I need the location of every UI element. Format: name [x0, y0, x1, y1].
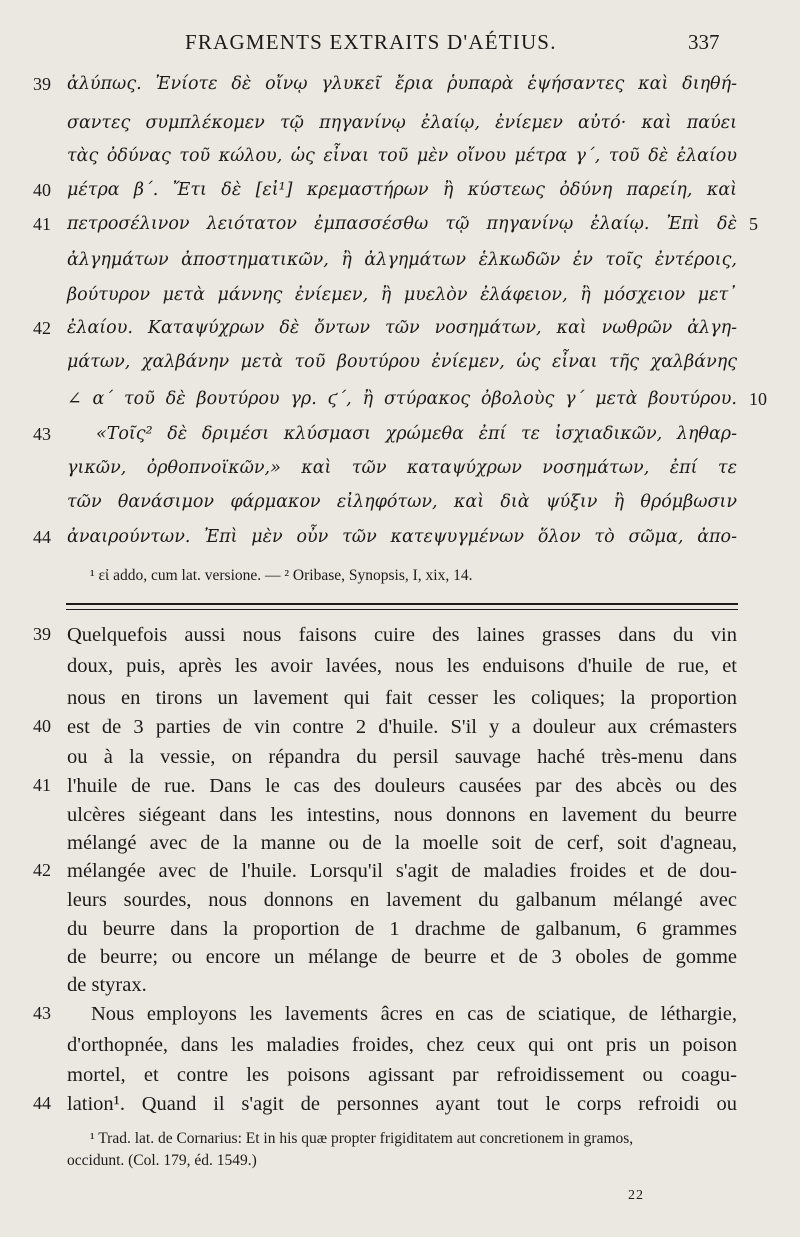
- greek-line: [0, 250, 800, 280]
- greek-line: [0, 285, 800, 315]
- french-line: [0, 687, 800, 717]
- greek-line-text: τὰς ὀδύνας τοῦ κώλου, ὡς εἶναι τοῦ μὲν οἴνου μέτρα γ΄, τοῦ δὲ ἐλαίου: [67, 146, 737, 166]
- french-line: [0, 775, 800, 805]
- french-line-text: ulcères siégeant dans les intestins, nous donnons en lavement du beurre: [67, 804, 737, 826]
- french-line-text: doux, puis, après les avoir lavées, nous les enduisons d'huile de rue, et: [67, 655, 737, 677]
- french-line: [0, 832, 800, 862]
- greek-line-text: τῶν θανάσιμον φάρμακον εἰληφότων, καὶ διὰ ψύξιν ἢ θρόμβωσιν: [67, 492, 737, 512]
- french-line: [0, 655, 800, 685]
- french-line: [0, 716, 800, 746]
- french-line-text: nous en tirons un lavement qui fait cesser les coliques; la proportion: [67, 687, 737, 709]
- greek-line-text: γικῶν, ὀρθοπνοϊκῶν,» καὶ τῶν καταψύχρων νοσημάτων, ἐπί τε: [67, 458, 737, 478]
- separator-rule: [66, 603, 738, 605]
- margin-line-number: 5: [749, 214, 758, 234]
- greek-line: [0, 352, 800, 382]
- greek-line-text: σαντες συμπλέκομεν τῷ πηγανίνῳ ἐλαίῳ, ἐνίεμεν αὐτό· καὶ παύει: [67, 113, 737, 133]
- running-title: FRAGMENTS EXTRAITS D'AÉTIUS.: [185, 30, 557, 54]
- french-line-text: mélangée avec de l'huile. Lorsqu'il s'agit de maladies froides et de dou-: [67, 860, 737, 882]
- separator-rule: [66, 609, 738, 610]
- greek-line: [0, 180, 800, 210]
- french-line: [0, 624, 800, 654]
- section-number: 43: [33, 424, 51, 444]
- french-line: [0, 974, 800, 1004]
- section-number: 41: [33, 775, 51, 795]
- french-line: [0, 946, 800, 976]
- french-line: [0, 860, 800, 890]
- greek-line-text: βούτυρον μετὰ μάννης ἐνίεμεν, ἢ μυελὸν ἐλάφειον, ἢ μόσχειον μετ᾽: [67, 285, 737, 305]
- signature-mark: 22: [628, 1188, 644, 1203]
- margin-line-number: 10: [749, 389, 767, 409]
- greek-line-text: «Τοῖς² δὲ δριμέσι κλύσμασι χρώμεθα ἐπί τε ἰσχιαδικῶν, ληθαρ-: [96, 424, 737, 444]
- section-number: 39: [33, 624, 51, 644]
- french-line-text: est de 3 parties de vin contre 2 d'huile. S'il y a douleur aux crémasters: [67, 716, 737, 738]
- greek-line-text: μάτων, χαλβάνην μετὰ τοῦ βουτύρου ἐνίεμεν, ὡς εἶναι τῆς χαλβάνης: [67, 352, 737, 372]
- greek-line: [0, 527, 800, 557]
- greek-line: [0, 389, 800, 419]
- french-line: [0, 1064, 800, 1094]
- page-number: 337: [688, 30, 720, 54]
- french-line-text: l'huile de rue. Dans le cas des douleurs causées par des abcès ou des: [67, 775, 737, 797]
- section-number: 44: [33, 527, 51, 547]
- greek-line: [0, 318, 800, 348]
- greek-line: [0, 424, 800, 454]
- french-footnote-continued: occidunt. (Col. 179, éd. 1549.): [67, 1152, 257, 1169]
- section-number: 43: [33, 1003, 51, 1023]
- section-number: 40: [33, 716, 51, 736]
- section-number: 42: [33, 318, 51, 338]
- french-line: [0, 1003, 800, 1033]
- greek-line: [0, 74, 800, 104]
- greek-line: [0, 146, 800, 176]
- greek-line: [0, 458, 800, 488]
- french-line-text: mélangé avec de la manne ou de la moelle soit de cerf, soit d'agneau,: [67, 832, 737, 854]
- french-line-text: ou à la vessie, on répandra du persil sauvage haché très-menu dans: [67, 746, 737, 768]
- french-line-text: lation¹. Quand il s'agit de personnes ayant tout le corps refroidi ou: [67, 1093, 737, 1115]
- greek-line-text: ἀλγημάτων ἀποστηματικῶν, ἢ ἀλγημάτων ἑλκωδῶν ἐν τοῖς ἐντέροις,: [67, 250, 737, 270]
- french-footnote: ¹ Trad. lat. de Cornarius: Et in his quæ propter frigiditatem aut concretionem in gramos,: [90, 1130, 634, 1147]
- greek-footnote: ¹ εἰ addo, cum lat. versione. — ² Oribase, Synopsis, I, xix, 14.: [90, 567, 473, 584]
- greek-line-text: ἐλαίου. Καταψύχρων δὲ ὄντων τῶν νοσημάτων, καὶ νωθρῶν ἀλγη-: [67, 318, 737, 338]
- french-line-text: de beurre; ou encore un mélange de beurre et de 3 oboles de gomme: [67, 946, 737, 968]
- french-line: [0, 1034, 800, 1064]
- section-number: 42: [33, 860, 51, 880]
- french-line-text: leurs sourdes, nous donnons en lavement du galbanum mélangé avec: [67, 889, 737, 911]
- french-line-text: Quelquefois aussi nous faisons cuire des laines grasses dans du vin: [67, 624, 737, 646]
- section-number: 41: [33, 214, 51, 234]
- french-line: [0, 804, 800, 834]
- greek-line-text: ἀλύπως. Ἐνίοτε δὲ οἴνῳ γλυκεῖ ἔρια ῥυπαρὰ ἑψήσαντες καὶ διηθή-: [67, 74, 737, 94]
- greek-line-text: ∠ α΄ τοῦ δὲ βουτύρου γρ. ϛ΄, ἢ στύρακος ὀβολοὺς γ΄ μετὰ βουτύρου.: [67, 389, 737, 409]
- greek-line: [0, 113, 800, 143]
- french-line: [0, 746, 800, 776]
- greek-line-text: ἀναιρούντων. Ἐπὶ μὲν οὖν τῶν κατεψυγμένων ὅλον τὸ σῶμα, ἀπο-: [67, 527, 737, 547]
- greek-line-text: πετροσέλινον λειότατον ἐμπασσέσθω τῷ πηγανίνῳ ἐλαίῳ. Ἐπὶ δὲ: [67, 214, 737, 234]
- section-number: 40: [33, 180, 51, 200]
- french-line-text: d'orthopnée, dans les maladies froides, chez ceux qui ont pris un poison: [67, 1034, 737, 1056]
- greek-line: [0, 214, 800, 244]
- french-line-text: mortel, et contre les poisons agissant par refroidissement ou coagu-: [67, 1064, 737, 1086]
- french-line-text: Nous employons les lavements âcres en cas de sciatique, de léthargie,: [91, 1003, 737, 1025]
- section-number: 44: [33, 1093, 51, 1113]
- french-line: [0, 1093, 800, 1123]
- french-line-text: de styrax.: [67, 974, 147, 996]
- greek-line: [0, 492, 800, 522]
- running-head: [0, 30, 800, 60]
- french-line: [0, 918, 800, 948]
- section-number: 39: [33, 74, 51, 94]
- french-line-text: du beurre dans la proportion de 1 drachme de galbanum, 6 grammes: [67, 918, 737, 940]
- french-line: [0, 889, 800, 919]
- greek-line-text: μέτρα β΄. Ἔτι δὲ [εἰ¹] κρεμαστήρων ἢ κύστεως ὀδύνη παρείη, καὶ: [67, 180, 737, 200]
